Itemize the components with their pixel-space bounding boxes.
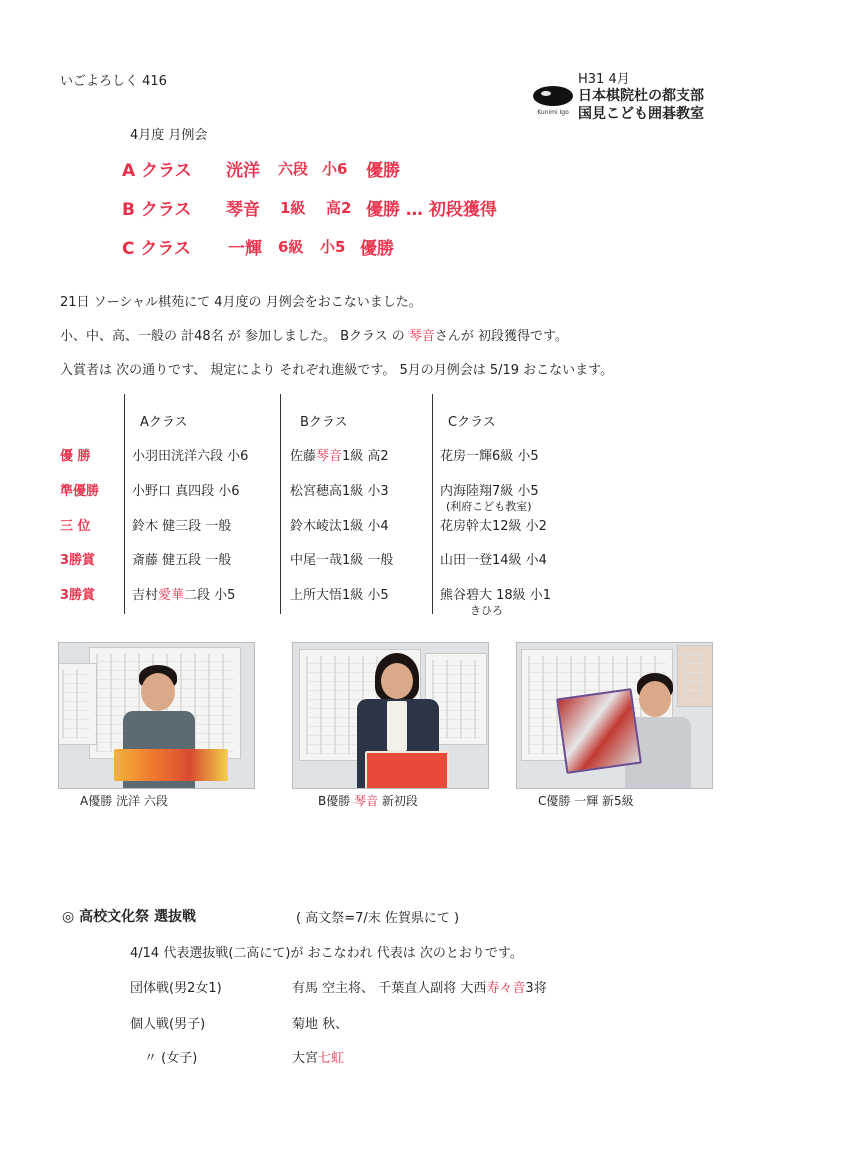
result-name: 琴音 (226, 200, 260, 220)
photo-c-winner (516, 642, 713, 789)
result-rank: 六段 (278, 160, 309, 178)
result-grade: 小5 (320, 238, 346, 256)
report-text: さんが 初段獲得です。 (434, 329, 568, 344)
logo-caption: Kunimi Igo (537, 109, 569, 116)
table-divider (124, 394, 125, 614)
cell-highlight: 愛華 (158, 588, 185, 603)
result-grade: 小6 (322, 160, 348, 178)
cell-text: 二段 小5 (184, 588, 236, 603)
cell-text: 内海陸翔7級 小5 (440, 484, 539, 499)
table-cell-c (440, 549, 547, 568)
caption-text: 新初段 (378, 794, 418, 808)
girls-label: 〃 (女子) (144, 1051, 198, 1066)
cell-text: 山田一登14級 小4 (440, 553, 547, 568)
org-name-line2: 国見こども囲碁教室 (578, 106, 704, 122)
team-text: 有馬 空主将、 千葉直人副将 大西 (292, 981, 487, 996)
table-cell-a (132, 445, 248, 464)
table-cell-b (290, 584, 389, 603)
cell-text: 斎藤 健五段 一般 (132, 553, 232, 568)
table-cell-b (290, 515, 389, 534)
cell-text: 鈴木 健三段 一般 (132, 519, 232, 534)
cell-subnote: きひろ (470, 604, 503, 617)
club-logo-icon (530, 86, 576, 122)
table-cell-a (132, 549, 231, 568)
team-text: 3将 (525, 981, 547, 996)
result-rank: 6級 (278, 238, 304, 256)
cell-text: 小野口 真四段 小6 (132, 484, 240, 499)
column-header-b: Bクラス (300, 415, 348, 430)
hs-section-title: ◎ 高校文化祭 選抜戦 (62, 909, 196, 925)
hs-section-note: ( 高文祭=7/末 佐賀県にて ) (296, 911, 460, 926)
cell-text: 吉村 (132, 588, 159, 603)
highlight-name: 琴音 (408, 329, 435, 344)
row-label: 準優勝 (60, 484, 100, 499)
table-cell-a (132, 480, 240, 499)
girls-text: 大宮 (292, 1051, 319, 1066)
cell-text: 小羽田洸洋六段 小6 (132, 449, 249, 464)
result-class: A クラス (122, 161, 192, 181)
team-members (292, 977, 547, 996)
cell-text: 花房一輝6級 小5 (440, 449, 539, 464)
report-line-1: 21日 ソーシャル棋苑にて 4月度の 月例会をおこないました。 (60, 295, 422, 310)
table-divider (280, 394, 281, 614)
cell-text: 熊谷碧大 18級 小1 (440, 588, 552, 603)
row-label: 三 位 (60, 519, 91, 534)
team-highlight: 寿々音 (486, 981, 526, 996)
photo-b-winner (292, 642, 489, 789)
result-class: C クラス (122, 239, 191, 259)
result-name: 一輝 (228, 239, 262, 259)
cell-text: 花房幹太12級 小2 (440, 519, 547, 534)
photo-c-caption: C優勝 一輝 新5級 (538, 794, 634, 808)
photo-b-caption (318, 792, 418, 809)
hs-intro: 4/14 代表選抜戦(二高にて)が おこなわれ 代表は 次のとおりです。 (130, 946, 523, 961)
table-divider (432, 394, 433, 614)
cell-subnote: (利府こども教室) (446, 500, 532, 513)
table-cell-b (290, 549, 393, 568)
cell-text: 1級 高2 (342, 449, 389, 464)
row-label: 3勝賞 (60, 588, 96, 603)
column-header-c: Cクラス (448, 415, 496, 430)
photo-a-winner (58, 642, 255, 789)
result-outcome: 優勝 (366, 161, 400, 181)
table-cell-a (132, 515, 231, 534)
monthly-title: 4月度 月例会 (130, 128, 208, 143)
row-label: 優 勝 (60, 449, 91, 464)
issue-date: H31 4月 (578, 72, 630, 87)
report-line-2 (60, 325, 568, 344)
table-cell-b (290, 480, 389, 499)
caption-highlight: 琴音 (354, 794, 379, 808)
result-b (122, 195, 642, 220)
girls-highlight: 七虹 (318, 1051, 345, 1066)
team-label: 団体戦(男2女1) (130, 981, 222, 996)
result-outcome: 優勝 (360, 239, 394, 259)
result-outcome: 優勝 … 初段獲得 (366, 200, 497, 220)
table-cell-c (440, 445, 539, 464)
cell-text: 松宮穂高1級 小3 (290, 484, 389, 499)
cell-text: 佐藤 (290, 449, 317, 464)
photo-a-caption: A優勝 洸洋 六段 (80, 794, 168, 808)
column-header-a: Aクラス (140, 415, 188, 430)
girls-value (292, 1047, 344, 1066)
cell-text: 中尾一哉1級 一般 (290, 553, 394, 568)
row-label: 3勝賞 (60, 553, 96, 568)
result-name: 洸洋 (226, 161, 260, 181)
boys-label: 個人戦(男子) (130, 1017, 206, 1032)
table-cell-c (440, 515, 547, 534)
table-cell-c (440, 480, 539, 499)
cell-text: 上所大悟1級 小5 (290, 588, 389, 603)
org-name-line1: 日本棋院杜の都支部 (578, 88, 704, 104)
caption-text: B優勝 (318, 794, 355, 808)
result-grade: 高2 (326, 199, 352, 217)
table-cell-b (290, 445, 389, 464)
result-rank: 1級 (280, 199, 306, 217)
cell-highlight: 琴音 (316, 449, 343, 464)
boys-value: 菊地 秋、 (292, 1017, 349, 1032)
report-text: 小、中、高、一般の 計48名 が 参加しました。 Bクラス の (60, 329, 409, 344)
report-line-3: 入賞者は 次の通りです、 規定により それぞれ進級です。 5月の月例会は 5/19 おこないます。 (60, 363, 614, 378)
result-a (122, 156, 622, 181)
table-cell-c (440, 584, 551, 603)
table-cell-a (132, 584, 235, 603)
series-title: いごよろしく 416 (60, 74, 167, 89)
cell-text: 鈴木崚汰1級 小4 (290, 519, 389, 534)
result-c (122, 234, 622, 259)
result-class: B クラス (122, 200, 192, 220)
